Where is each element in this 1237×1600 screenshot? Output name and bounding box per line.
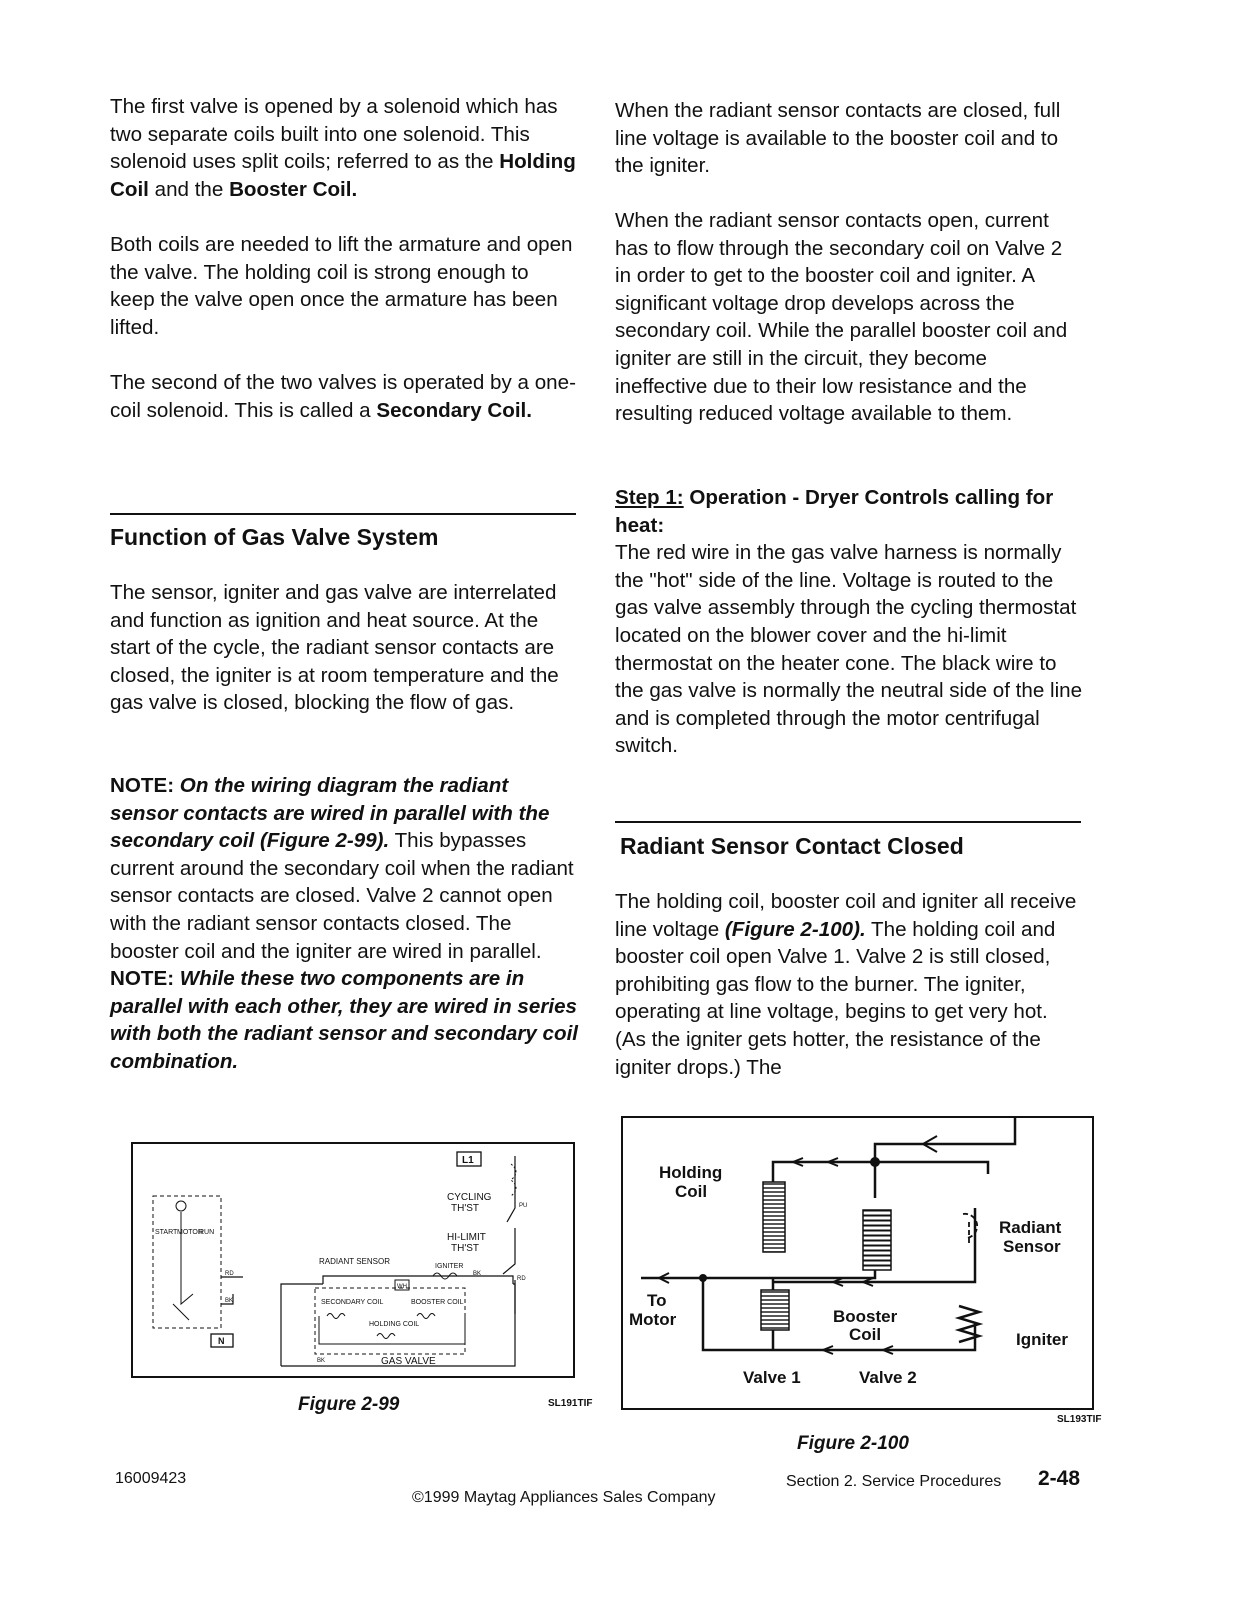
- l1-label: L1: [462, 1155, 474, 1166]
- valve-1-label: Valve 1: [743, 1368, 801, 1387]
- holding-coil-label: HOLDING COIL: [369, 1321, 420, 1328]
- rd-label-1: RD: [225, 1271, 234, 1277]
- igniter-label: IGNITER: [435, 1263, 464, 1270]
- n-label: N: [218, 1336, 225, 1346]
- step-label: Step 1:: [615, 486, 684, 509]
- secondary-coil-symbol: [863, 1210, 891, 1270]
- thst2-label: TH'ST: [451, 1243, 480, 1254]
- hilimit-label: HI-LIMIT: [447, 1232, 486, 1243]
- valve-2-label: Valve 2: [859, 1368, 917, 1387]
- thermostat-wiring: [503, 1156, 515, 1314]
- figure-2-99-code: SL191TIF: [548, 1398, 593, 1409]
- step-body: The red wire in the gas valve harness is normally the "hot" side of the line. Voltage is routed to the gas valve assembly through the cycling thermostat located on the blower cover and the hi-limit thermostat on the heater cone. The black wire to the gas valve is normally the neutral side of the line and is completed through the motor centrifugal switch.: [615, 541, 1083, 758]
- holding-coil-symbol: [763, 1182, 785, 1252]
- booster-coil-symbol: [761, 1290, 789, 1330]
- heading-radiant-sensor-closed: Radiant Sensor Contact Closed: [620, 833, 964, 859]
- thst-label: TH'ST: [451, 1203, 480, 1214]
- main-wiring: [221, 1276, 515, 1366]
- doc-number: 16009423: [115, 1470, 187, 1487]
- figure-2-100-caption: Figure 2-100: [797, 1433, 909, 1454]
- paragraph-note-wiring: NOTE: On the wiring diagram the radiant sensor contacts are wired in parallel with the secondary coil (Figure 2-99). This bypasses current around the secondary coil when the radiant sensor contacts are closed. Valve 2 cannot open with the radiant sensor contacts closed. The booster coil and the igniter are wired in parallel. NOTE: While these two components are in parallel with each other, they are wired in series with both the radiant sensor and secondary coil combination.: [110, 774, 579, 1073]
- start-label: START: [155, 1229, 178, 1236]
- line-input-wire: [875, 1118, 1015, 1174]
- motor-switch-box: [153, 1196, 221, 1328]
- paragraph-secondary-coil: The second of the two valves is operated by a one-coil solenoid. This is called a Secondary Coil.: [110, 371, 576, 422]
- bk-label-3: BK: [317, 1358, 326, 1364]
- bk-label-1: BK: [225, 1298, 234, 1304]
- radiant-sensor-label: RADIANT SENSOR: [319, 1257, 390, 1266]
- switch-contact: [176, 1201, 186, 1211]
- copyright: ©1999 Maytag Appliances Sales Company: [412, 1489, 716, 1506]
- paragraph-holding-booster: The first valve is opened by a solenoid which has two separate coils built into one solenoid. This solenoid uses split coils; referred to as the Holding Coil and the Booster Coil.: [110, 95, 576, 201]
- pu-label: PU: [519, 1203, 528, 1209]
- page-number: 2-48: [1038, 1467, 1081, 1490]
- igniter-label-2: Igniter: [1016, 1330, 1068, 1349]
- igniter-symbol-2: [959, 1306, 979, 1342]
- paragraph-line-voltage: The holding coil, booster coil and igniter all receive line voltage (Figure 2-100). The holding coil and booster coil open Valve 1. Valve 2 is still closed, prohibiting gas flow to the burner. The igniter, operating at line voltage, begins to get very hot. (As the igniter gets hotter, the resistance of the igniter drops.) The: [615, 890, 1077, 1079]
- junction-top: [870, 1157, 880, 1167]
- booster-coil-label: BOOSTER COIL: [411, 1299, 464, 1306]
- figure-2-99-caption: Figure 2-99: [298, 1394, 400, 1415]
- paragraph-step-1: [615, 484, 1083, 760]
- holding-coil-label-2: Coil: [675, 1182, 708, 1201]
- motor-label: MOTOR: [177, 1229, 203, 1236]
- paragraph-sensor-igniter: The sensor, igniter and gas valve are interrelated and function as ignition and heat source. At the start of the cycle, the radiant sensor contacts are closed, the igniter is at room temperature and the gas valve is closed, blocking the flow of gas.: [110, 581, 559, 715]
- paragraph-contacts-closed: When the radiant sensor contacts are closed, full line voltage is available to the booster coil and to the igniter.: [615, 99, 1061, 178]
- sensor-label: Sensor: [1003, 1237, 1061, 1256]
- radiant-label: Radiant: [999, 1218, 1062, 1237]
- figure-2-100-code: SL193TIF: [1057, 1414, 1102, 1425]
- motor-label-2: Motor: [629, 1310, 677, 1329]
- paragraph-contacts-open: When the radiant sensor contacts open, current has to flow through the secondary coil on Valve 2 in order to get to the booster coil and igniter. A significant voltage drop develops across the secondary coil. While the parallel booster coil and igniter are still in the circuit, they become ineffective due to their low resistance and the resulting reduced voltage available to them.: [615, 209, 1068, 426]
- rd-label-2: RD: [517, 1276, 526, 1282]
- paragraph-armature: Both coils are needed to lift the armature and open the valve. The holding coil is strong enough to keep the valve open once the armature has been lifted.: [110, 233, 573, 339]
- wiring-diagram-svg: [133, 1144, 573, 1376]
- holding-label: Holding: [659, 1163, 723, 1182]
- section-divider: [110, 513, 576, 515]
- cycling-label: CYCLING: [447, 1192, 492, 1203]
- run-label: RUN: [199, 1229, 215, 1236]
- booster-label: Booster: [833, 1307, 898, 1326]
- junction-left: [699, 1274, 707, 1282]
- gas-valve-label: GAS VALVE: [381, 1356, 436, 1367]
- bk-label-2: BK: [473, 1271, 482, 1277]
- wh-label: WH: [397, 1284, 407, 1290]
- section-label: Section 2. Service Procedures: [786, 1473, 1002, 1490]
- secondary-coil-label: SECONDARY COIL: [321, 1299, 384, 1306]
- left-column: [110, 93, 578, 203]
- figure-2-100-gas-valve-diagram: [621, 1116, 1094, 1410]
- gas-valve-diagram-svg: [623, 1118, 1092, 1408]
- section-divider-2: [615, 821, 1081, 823]
- to-label: To: [647, 1291, 667, 1310]
- booster-coil-label-2: Coil: [849, 1325, 882, 1344]
- figure-2-99-wiring-diagram: [131, 1142, 575, 1378]
- heading-function-gas-valve: Function of Gas Valve System: [110, 524, 439, 550]
- step-title: Operation - Dryer Controls calling for heat:: [615, 486, 1054, 537]
